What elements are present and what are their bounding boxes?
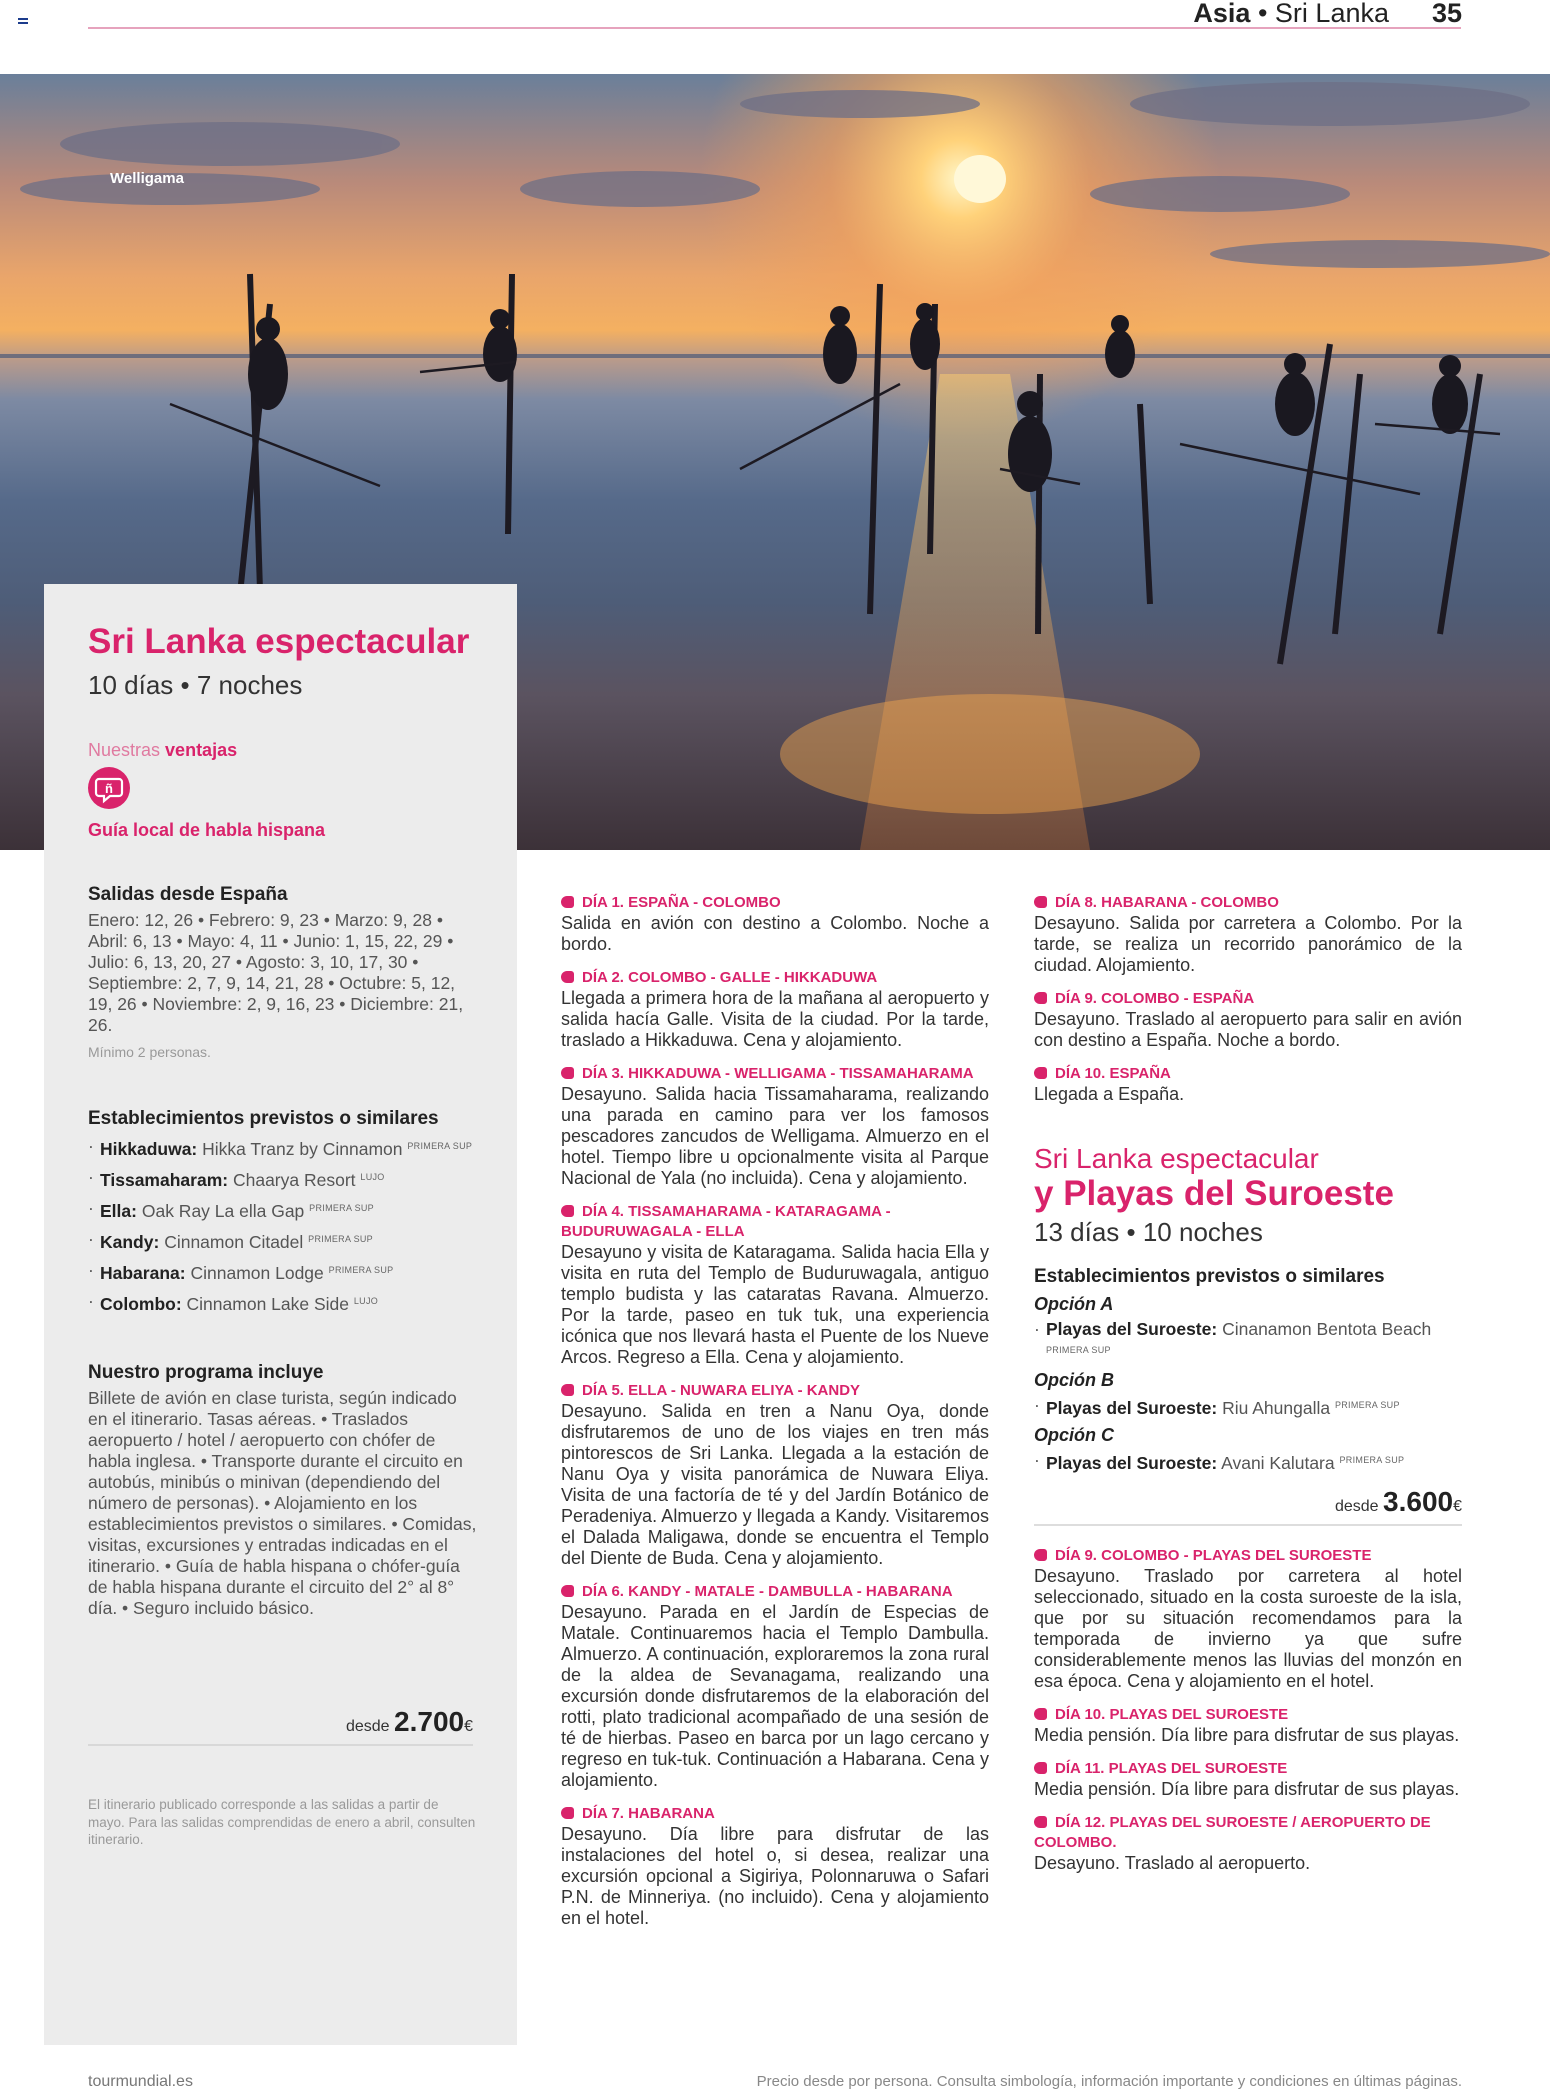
- advantages-heading: Nuestras ventajas: [88, 740, 238, 760]
- extension-price: desde 3.600€: [1334, 1486, 1462, 1517]
- tour-duration: 10 días • 7 noches: [88, 670, 303, 700]
- option-hotel: · Playas del Suroeste: Cinanamon Bentota Beach $^{PRIMERA SUP}$: [1034, 1319, 1462, 1364]
- tour-price: desde 2.700€: [345, 1706, 473, 1737]
- extension-duration: 13 días • 10 noches: [1034, 1217, 1263, 1247]
- day-item: DÍA 4. TISSAMAHARAMA - KATARAGAMA - BUDURUWAGALA - ELLA Desayuno y visita de Kataragama. Salida hacia Ella y visita en ruta del Templo de Buduruwagala, antiguo templo budista y las cataratas Ravana. Almuerzo. Por la tarde, paseo en tuk tuk, una experiencia icónica que nos llevará hasta el Puente de los Nueve Arcos. Regreso a Ella. Cena y alojamiento.: [561, 1203, 989, 1367]
- itinerary-note: El itinerario publicado corresponde a las salidas a partir de mayo. Para las salidas comprendidas de enero a abril, consulten itinerario.: [88, 1797, 476, 1847]
- day-item: DÍA 5. ELLA - NUWARA ELIYA - KANDY Desayuno. Salida en tren a Nanu Oya, donde disfrutaremos de uno de los viajes en tren más pintorescos de Sri Lanka. Llegada a la estación de Nanu Oya y visita panorámica de Nuwara Eliya. Visita de una factoría de té y del Jardín Botánico de Peradeniya. Almuerzo y llegada a Kandy. Visitaremos el Dalada Maligawa, donde se encuentra el Templo del Diente de Buda. Cena y alojamiento.: [561, 1382, 989, 1568]
- day-item: DÍA 10. ESPAÑA Llegada a España.: [1034, 1064, 1462, 1105]
- speech-bubble-icon: [88, 767, 130, 809]
- day-item: DÍA 11. PLAYAS DEL SUROESTE Media pensión. Día libre para disfrutar de sus playas.: [1034, 1759, 1462, 1800]
- option-label: Opción A: [1034, 1294, 1114, 1314]
- day-item: DÍA 7. HABARANA Desayuno. Día libre para disfrutar de las instalaciones del hotel o, si desea, realizar una excursión opcional a Sigiriya, Polonnaruwa o Safari P.N. de Minneriya. (no incluido). Cena y alojamiento en el hotel.: [561, 1805, 989, 1928]
- day-item: DÍA 3. HIKKADUWA - WELLIGAMA - TISSAMAHARAMA Desayuno. Salida hacia Tissamaharama, realizando una parada en camino para ver los famosos pescadores zancudos de Welligama. Almuerzo en el hotel. Tiempo libre u opcionalmente visita al Parque Nacional de Yala (no incluida). Cena y alojamiento.: [561, 1065, 989, 1188]
- page-number: 35: [1431, 0, 1462, 28]
- itinerary-column-2: [1034, 893, 1462, 1887]
- tour-summary-panel: [44, 584, 517, 2045]
- photo-caption: Welligama: [110, 170, 184, 187]
- extension-hotels-title: Establecimientos previstos o similares: [1034, 1266, 1385, 1287]
- hotel-item: · Habarana: Cinnamon Lodge $^{PRIMERA SUP}$: [88, 1260, 478, 1284]
- includes-block: [88, 1362, 478, 1619]
- header-section-title: Asia • Sri Lanka: [1193, 0, 1389, 28]
- day-item: DÍA 8. HABARANA - COLOMBO Desayuno. Salida por carretera a Colombo. Por la tarde, se realiza un recorrido panorámico de la ciudad. Alojamiento.: [1034, 894, 1462, 975]
- option-label: Opción B: [1034, 1370, 1114, 1390]
- departures-block: [88, 884, 478, 1060]
- option-hotel: · Playas del Suroeste: Riu Ahungalla $^{PRIMERA SUP}$: [1034, 1395, 1462, 1419]
- day-item: DÍA 2. COLOMBO - GALLE - HIKKADUWA Llegada a primera hora de la mañana al aeropuerto y salida hacía Galle. Visita de la ciudad. Por la tarde, traslado a Hikkaduwa. Cena y alojamiento.: [561, 969, 989, 1050]
- day-item: DÍA 9. COLOMBO - ESPAÑA Desayuno. Traslado al aeropuerto para salir en avión con destino a España. Noche a bordo.: [1034, 990, 1462, 1050]
- hotel-item: · Colombo: Cinnamon Lake Side $^{LUJO}$: [88, 1291, 478, 1315]
- menu-icon: [18, 18, 28, 26]
- advantage-label: Guía local de habla hispana: [88, 820, 326, 840]
- option-hotel: · Playas del Suroeste: Avani Kalutara $^{PRIMERA SUP}$: [1034, 1450, 1462, 1474]
- svg-text:ñ: ñ: [105, 781, 113, 796]
- includes-title: Nuestro programa incluye: [88, 1362, 324, 1383]
- departures-text: Enero: 12, 26 • Febrero: 9, 23 • Marzo: 9, 28 • Abril: 6, 13 • Mayo: 4, 11 • Junio: 1, 15, 22, 29 • Julio: 6, 13, 20, 27 • Agosto: 3, 10, 17, 30 • Septiembre: 2, 7, 9, 14, 21, 28 • Octubre: 5, 12, 19, 26 • Noviembre: 2, 9, 16, 23 • Diciembre: 21, 26.: [88, 910, 464, 1035]
- day-item: DÍA 1. ESPAÑA - COLOMBO Salida en avión con destino a Colombo. Noche a bordo.: [561, 894, 989, 954]
- itinerary-column-1: [561, 893, 989, 1942]
- extension-title-line1: Sri Lanka espectacular: [1034, 1143, 1319, 1174]
- tour-title: Sri Lanka espectacular: [88, 622, 470, 661]
- hotels-title: Establecimientos previstos o similares: [88, 1108, 439, 1129]
- option-label: Opción C: [1034, 1425, 1114, 1445]
- day-item: DÍA 6. KANDY - MATALE - DAMBULLA - HABARANA Desayuno. Parada en el Jardín de Especias de Matale. Continuaremos hacia el Templo Dambulla. Almuerzo. A continuación, exploraremos la zona rural de la aldea de Sevanagama, realizando una excursión donde disfrutaremos de la elaboración del rotti, plato tradicional acompañado de una sesión de té de hierbas. Paseo en barca por un lago cercano y regreso en tuk-tuk. Continuación a Habarana. Cena y alojamiento.: [561, 1583, 989, 1790]
- spanish-guide-icon: [88, 767, 130, 809]
- includes-text: Billete de avión en clase turista, según indicado en el itinerario. Tasas aéreas. • Traslados aeropuerto / hotel / aeropuerto con chófer de habla inglesa. • Transporte durante el circuito en autobús, minibús o minivan (dependiendo del número de personas). • Alojamiento en los establecimientos previstos o similares. • Comidas, visitas, excursiones y entradas indicadas en el itinerario. • Guía de habla hispana o chófer-guía de habla hispana durante el circuito del 2° al 8° día. • Seguro incluido básico.: [88, 1388, 477, 1618]
- hotels-block: [88, 1108, 478, 1322]
- footer-website-link[interactable]: tourmundial.es: [88, 2073, 193, 2090]
- hotel-item: · Kandy: Cinnamon Citadel $^{PRIMERA SUP}$: [88, 1229, 478, 1253]
- footer-disclaimer: Precio desde por persona. Consulta simbología, información importante y condiciones en últimas páginas.: [756, 2073, 1462, 2090]
- hotel-item: · Hikkaduwa: Hikka Tranz by Cinnamon $^{PRIMERA SUP}$: [88, 1136, 478, 1160]
- extension-title-line2: y Playas del Suroeste: [1034, 1174, 1394, 1213]
- price-divider: [88, 1744, 473, 1746]
- hotel-item: · Tissamaharam: Chaarya Resort $^{LUJO}$: [88, 1167, 478, 1191]
- extension-tour-block: [1034, 1143, 1462, 1874]
- extension-price-divider: [1034, 1524, 1462, 1526]
- hotel-item: · Ella: Oak Ray La ella Gap $^{PRIMERA SUP}$: [88, 1198, 478, 1222]
- day-item: DÍA 12. PLAYAS DEL SUROESTE / AEROPUERTO DE COLOMBO. Desayuno. Traslado al aeropuerto.: [1034, 1813, 1462, 1874]
- day-item: DÍA 9. COLOMBO - PLAYAS DEL SUROESTE Desayuno. Traslado por carretera al hotel seleccionado, situado en la costa suroeste de la isla, que por su situación recomendamos para la temporada de invierno ya que sufre considerablemente menos las lluvias del monzón en esa época. Cena y alojamiento en el hotel.: [1034, 1547, 1462, 1691]
- minimum-note: Mínimo 2 personas.: [88, 1044, 211, 1060]
- hotels-list: [88, 1136, 478, 1315]
- day-item: DÍA 10. PLAYAS DEL SUROESTE Media pensión. Día libre para disfrutar de sus playas.: [1034, 1705, 1462, 1746]
- departures-title: Salidas desde España: [88, 884, 288, 905]
